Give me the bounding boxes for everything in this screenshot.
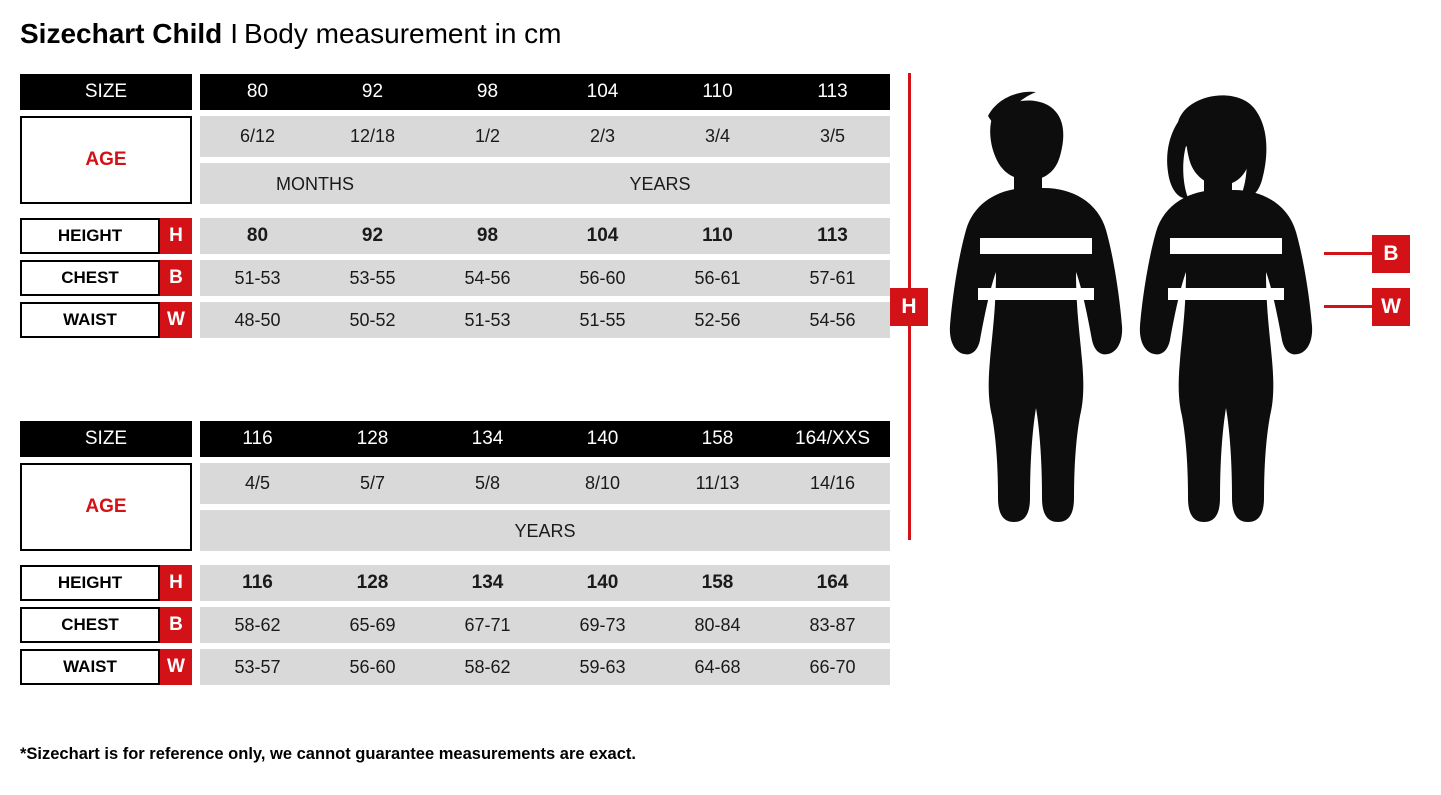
spacer — [192, 510, 200, 551]
header-size-1: 80 — [200, 74, 315, 110]
header-size-label: SIZE — [20, 421, 192, 457]
tag-w-icon: W — [160, 302, 192, 338]
header-size-6: 164/XXS — [775, 421, 890, 457]
tag-h-icon: H — [160, 565, 192, 601]
chest-value-2: 53-55 — [315, 260, 430, 296]
spacer — [192, 116, 200, 157]
header-size-2: 128 — [315, 421, 430, 457]
body-silhouettes — [940, 60, 1320, 540]
header-size-4: 140 — [545, 421, 660, 457]
chest-value-6: 83-87 — [775, 607, 890, 643]
age-value-2: 12/18 — [315, 116, 430, 157]
height-value-3: 134 — [430, 565, 545, 601]
age-value-1: 4/5 — [200, 463, 315, 504]
spacer — [192, 649, 200, 685]
waist-value-1: 53-57 — [200, 649, 315, 685]
row-label-height: HEIGHT — [20, 565, 160, 601]
silhouette-svg — [940, 60, 1320, 540]
page-title-main: Sizechart Child — [20, 18, 223, 49]
age-label: AGE — [20, 463, 192, 551]
girl-chest-band — [1170, 238, 1282, 254]
header-size-label: SIZE — [20, 74, 192, 110]
badge-b-icon: B — [1372, 235, 1410, 273]
row-spacer — [20, 204, 890, 218]
header-size-1: 116 — [200, 421, 315, 457]
chest-value-4: 56-60 — [545, 260, 660, 296]
height-value-1: 116 — [200, 565, 315, 601]
chest-value-2: 65-69 — [315, 607, 430, 643]
age-label: AGE — [20, 116, 192, 204]
girl-waist-band — [1168, 288, 1284, 300]
header-size-4: 104 — [545, 74, 660, 110]
header-size-5: 158 — [660, 421, 775, 457]
age-value-4: 8/10 — [545, 463, 660, 504]
chest-value-1: 58-62 — [200, 607, 315, 643]
table-row — [20, 607, 890, 643]
tag-b-icon: B — [160, 260, 192, 296]
table-row — [20, 302, 890, 338]
height-value-4: 104 — [545, 218, 660, 254]
spacer — [192, 607, 200, 643]
boy-waist-band — [978, 288, 1094, 300]
waist-leader-line — [1324, 305, 1372, 308]
spacer — [192, 565, 200, 601]
row-label-height: HEIGHT — [20, 218, 160, 254]
age-value-2: 5/7 — [315, 463, 430, 504]
footnote: *Sizechart is for reference only, we cannot guarantee measurements are exact. — [20, 745, 636, 763]
table-row-age-values — [20, 463, 890, 504]
spacer — [192, 302, 200, 338]
waist-value-1: 48-50 — [200, 302, 315, 338]
chest-value-1: 51-53 — [200, 260, 315, 296]
age-value-5: 3/4 — [660, 116, 775, 157]
age-value-3: 1/2 — [430, 116, 545, 157]
age-value-6: 3/5 — [775, 116, 890, 157]
table-row — [20, 260, 890, 296]
waist-value-2: 50-52 — [315, 302, 430, 338]
height-value-1: 80 — [200, 218, 315, 254]
boy-silhouette — [950, 92, 1122, 522]
chest-leader-line — [1324, 252, 1372, 255]
height-value-2: 92 — [315, 218, 430, 254]
measurement-figure — [880, 60, 1420, 540]
table — [20, 74, 890, 338]
chest-value-3: 54-56 — [430, 260, 545, 296]
height-value-6: 164 — [775, 565, 890, 601]
chest-value-6: 57-61 — [775, 260, 890, 296]
height-value-2: 128 — [315, 565, 430, 601]
age-value-4: 2/3 — [545, 116, 660, 157]
waist-value-5: 52-56 — [660, 302, 775, 338]
chest-value-3: 67-71 — [430, 607, 545, 643]
tag-w-icon: W — [160, 649, 192, 685]
height-value-4: 140 — [545, 565, 660, 601]
waist-value-4: 51-55 — [545, 302, 660, 338]
height-value-6: 113 — [775, 218, 890, 254]
waist-value-5: 64-68 — [660, 649, 775, 685]
spacer — [192, 218, 200, 254]
table-row — [20, 565, 890, 601]
waist-value-3: 58-62 — [430, 649, 545, 685]
boy-chest-band — [980, 238, 1092, 254]
table-row — [20, 218, 890, 254]
waist-value-6: 66-70 — [775, 649, 890, 685]
height-value-3: 98 — [430, 218, 545, 254]
table — [20, 421, 890, 685]
height-value-5: 110 — [660, 218, 775, 254]
height-value-5: 158 — [660, 565, 775, 601]
spacer — [192, 463, 200, 504]
row-spacer — [20, 551, 890, 565]
spacer — [192, 421, 200, 457]
table-row-header — [20, 74, 890, 110]
table-row-age-values — [20, 116, 890, 157]
spacer — [192, 163, 200, 204]
badge-h-icon: H — [890, 288, 928, 326]
age-unit-years: YEARS — [200, 510, 890, 551]
age-unit-months: MONTHS — [200, 163, 430, 204]
tag-b-icon: B — [160, 607, 192, 643]
chest-value-5: 56-61 — [660, 260, 775, 296]
table-large-sizes — [20, 421, 890, 685]
row-label-chest: CHEST — [20, 260, 160, 296]
age-value-6: 14/16 — [775, 463, 890, 504]
table-row-header — [20, 421, 890, 457]
row-label-waist: WAIST — [20, 649, 160, 685]
header-size-6: 113 — [775, 74, 890, 110]
chest-value-4: 69-73 — [545, 607, 660, 643]
waist-value-2: 56-60 — [315, 649, 430, 685]
header-size-5: 110 — [660, 74, 775, 110]
age-value-5: 11/13 — [660, 463, 775, 504]
waist-value-6: 54-56 — [775, 302, 890, 338]
page-title-separator: I — [230, 18, 239, 49]
table-small-sizes — [20, 74, 890, 338]
badge-w-icon: W — [1372, 288, 1410, 326]
waist-value-3: 51-53 — [430, 302, 545, 338]
spacer — [192, 260, 200, 296]
waist-value-4: 59-63 — [545, 649, 660, 685]
header-size-3: 134 — [430, 421, 545, 457]
page-title — [20, 18, 562, 50]
row-label-waist: WAIST — [20, 302, 160, 338]
girl-silhouette — [1140, 95, 1312, 522]
header-size-3: 98 — [430, 74, 545, 110]
table-row — [20, 649, 890, 685]
row-label-chest: CHEST — [20, 607, 160, 643]
chest-value-5: 80-84 — [660, 607, 775, 643]
page-title-subtitle: Body measurement in cm — [244, 18, 562, 49]
age-value-1: 6/12 — [200, 116, 315, 157]
spacer — [192, 74, 200, 110]
tag-h-icon: H — [160, 218, 192, 254]
header-size-2: 92 — [315, 74, 430, 110]
age-value-3: 5/8 — [430, 463, 545, 504]
age-unit-years: YEARS — [430, 163, 890, 204]
